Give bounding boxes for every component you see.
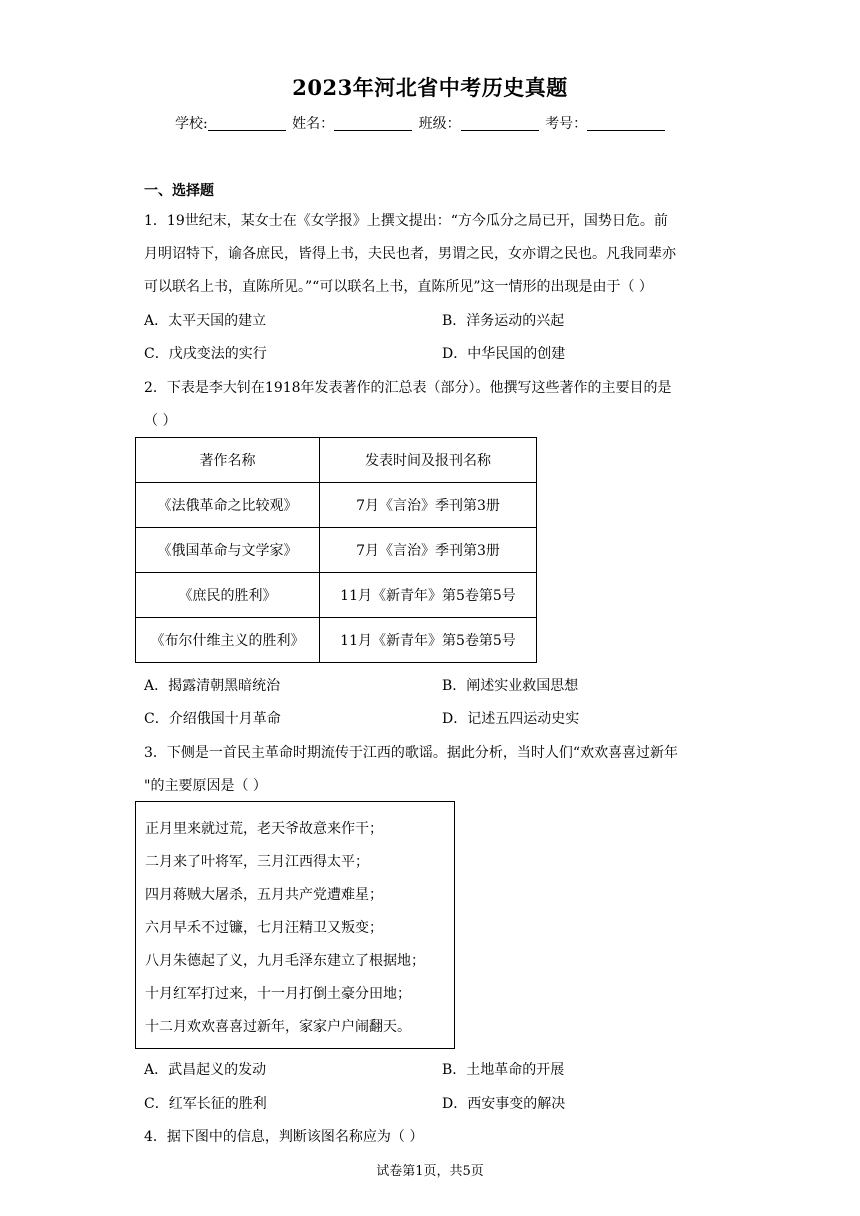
table-row (136, 618, 537, 663)
name-blank (334, 116, 412, 131)
q1-line: 可以联名上书，直陈所见。”“可以联名上书，直陈所见”这一情形的出现是由于（ ） (144, 279, 653, 295)
q3-option-a: A．武昌起义的发动 (144, 1062, 267, 1078)
table-cell: 7月《言治》季刊第3册 (320, 483, 537, 528)
poem-line: 二月来了叶将军，三月江西得太平； (145, 854, 369, 870)
folk-song-box (135, 801, 455, 1049)
poem-line: 六月早禾不过镰，七月汪精卫又叛变； (145, 920, 383, 936)
q3-option-d: D．西安事变的解决 (442, 1096, 566, 1112)
table-cell: 《法俄革命之比较观》 (136, 483, 320, 528)
q1-option-a: A．太平天国的建立 (144, 313, 267, 329)
section-heading: 一、选择题 (144, 183, 214, 199)
name-label: 姓名： (292, 116, 335, 132)
q4-line: 4．据下图中的信息，判断该图名称应为（ ） (144, 1129, 424, 1145)
poem-line: 正月里来就过荒，老天爷故意来作干； (145, 821, 383, 837)
table-cell: 《布尔什维主义的胜利》 (136, 618, 320, 663)
page-title: 2023年河北省中考历史真题 (292, 75, 568, 100)
q2-option-b: B．阐述实业救国思想 (442, 678, 579, 694)
exam-no-blank (587, 116, 665, 131)
table-row (136, 573, 537, 618)
table-cell: 11月《新青年》第5卷第5号 (320, 573, 537, 618)
q1-line: 1．19世纪末，某女士在《女学报》上撰文提出：“方今瓜分之局已开，国势日危。前 (144, 213, 668, 229)
table-cell: 7月《言治》季刊第3册 (320, 528, 537, 573)
table-header: 发表时间及报刊名称 (320, 438, 537, 483)
class-label: 班级： (418, 116, 461, 132)
page-footer: 试卷第1页，共5页 (376, 1164, 484, 1179)
poem-line: 四月蒋贼大屠杀，五月共产党遭难星； (145, 887, 383, 903)
class-blank (461, 116, 539, 131)
q1-line: 月明诏特下，谕各庶民，皆得上书，夫民也者，男谓之民，女亦谓之民也。凡我同辈亦 (144, 246, 676, 262)
q2-line: 2．下表是李大钊在1918年发表著作的汇总表（部分）。他撰写这些著作的主要目的是 (144, 380, 672, 396)
table-header-row (136, 438, 537, 483)
table-row (136, 528, 537, 573)
poem-line: 八月朱德起了义，九月毛泽东建立了根据地； (145, 953, 425, 969)
q3-option-b: B．土地革命的开展 (442, 1062, 565, 1078)
school-label: 学校: (175, 116, 208, 132)
student-info-line (175, 113, 667, 133)
q1-option-b: B．洋务运动的兴起 (442, 313, 565, 329)
q2-option-d: D．记述五四运动史实 (442, 711, 580, 727)
poem-line: 十二月欢欢喜喜过新年，家家户户闹翻天。 (145, 1019, 411, 1035)
table-cell: 《庶民的胜利》 (136, 573, 320, 618)
q1-option-c: C．戊戌变法的实行 (144, 346, 267, 362)
q2-option-a: A．揭露清朝黑暗统治 (144, 678, 281, 694)
exam-no-label: 考号： (545, 116, 588, 132)
table-cell: 《俄国革命与文学家》 (136, 528, 320, 573)
q3-line: "的主要原因是（ ） (144, 778, 267, 794)
q2-option-c: C．介绍俄国十月革命 (144, 711, 281, 727)
q1-option-d: D．中华民国的创建 (442, 346, 566, 362)
poem-line: 十月红军打过来，十一月打倒土豪分田地； (145, 986, 411, 1002)
q3-line: 3．下侧是一首民主革命时期流传于江西的歌谣。据此分析，当时人们“欢欢喜喜过新年 (144, 745, 679, 761)
table-header: 著作名称 (136, 438, 320, 483)
table-cell: 11月《新青年》第5卷第5号 (320, 618, 537, 663)
q2-line: （ ） (144, 413, 177, 429)
works-table (135, 437, 537, 663)
table-row (136, 483, 537, 528)
school-blank (208, 116, 286, 131)
q3-option-c: C．红军长征的胜利 (144, 1096, 267, 1112)
